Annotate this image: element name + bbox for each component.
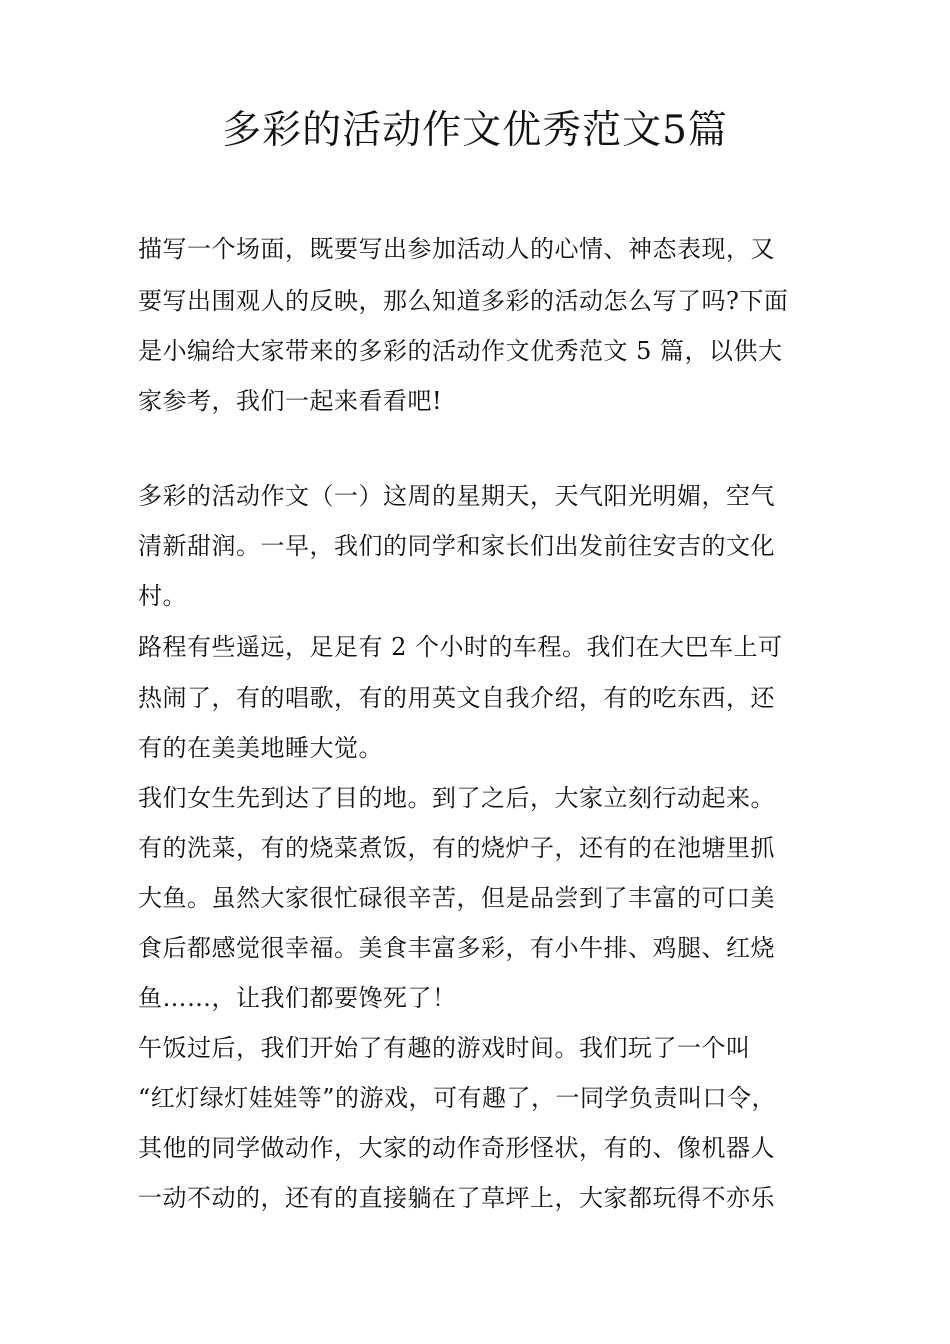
- text-line: 路程有些遥远，足足有 2 个小时的车程。我们在大巴车上可: [138, 633, 783, 661]
- text-line: “红灯绿灯娃娃等”的游戏，可有趣了，一同学负责叫口令，: [138, 1084, 777, 1112]
- text-line: 有的洗菜，有的烧菜煮饭，有的烧炉子，还有的在池塘里抓: [138, 834, 775, 862]
- text-line: 一动不动的，还有的直接躺在了草坪上，大家都玩得不亦乐: [138, 1184, 775, 1212]
- text-line: 食后都感觉很幸福。美食丰富多彩，有小牛排、鸡腿、红烧: [138, 934, 775, 962]
- text-line: 我们女生先到达了目的地。到了之后，大家立刻行动起来。: [138, 784, 775, 812]
- text-line: 午饭过后，我们开始了有趣的游戏时间。我们玩了一个叫: [138, 1034, 751, 1062]
- text-line: 描写一个场面，既要写出参加活动人的心情、神态表现，又: [138, 235, 775, 263]
- text-line: 大鱼。虽然大家很忙碌很辛苦，但是品尝到了丰富的可口美: [138, 884, 775, 912]
- text-line: 家参考，我们一起来看看吧!: [138, 387, 443, 415]
- document-title: 多彩的活动作文优秀范文5篇: [222, 108, 728, 153]
- text-line: 有的在美美地睡大觉。: [138, 734, 383, 762]
- text-line: 鱼……，让我们都要馋死了！: [138, 984, 457, 1012]
- text-line: 其他的同学做动作，大家的动作奇形怪状，有的、像机器人: [138, 1134, 775, 1162]
- text-line: 要写出围观人的反映，那么知道多彩的活动怎么写了吗?下面: [138, 287, 789, 315]
- text-line: 热闹了，有的唱歌，有的用英文自我介绍，有的吃东西，还: [138, 684, 775, 712]
- text-line: 多彩的活动作文（一）这周的星期天，天气阳光明媚，空气: [138, 482, 775, 510]
- text-line: 村。: [138, 582, 187, 610]
- text-line: 是小编给大家带来的多彩的活动作文优秀范文 5 篇，以供大: [138, 337, 783, 365]
- text-line: 清新甜润。一早，我们的同学和家长们出发前往安吉的文化: [138, 532, 775, 560]
